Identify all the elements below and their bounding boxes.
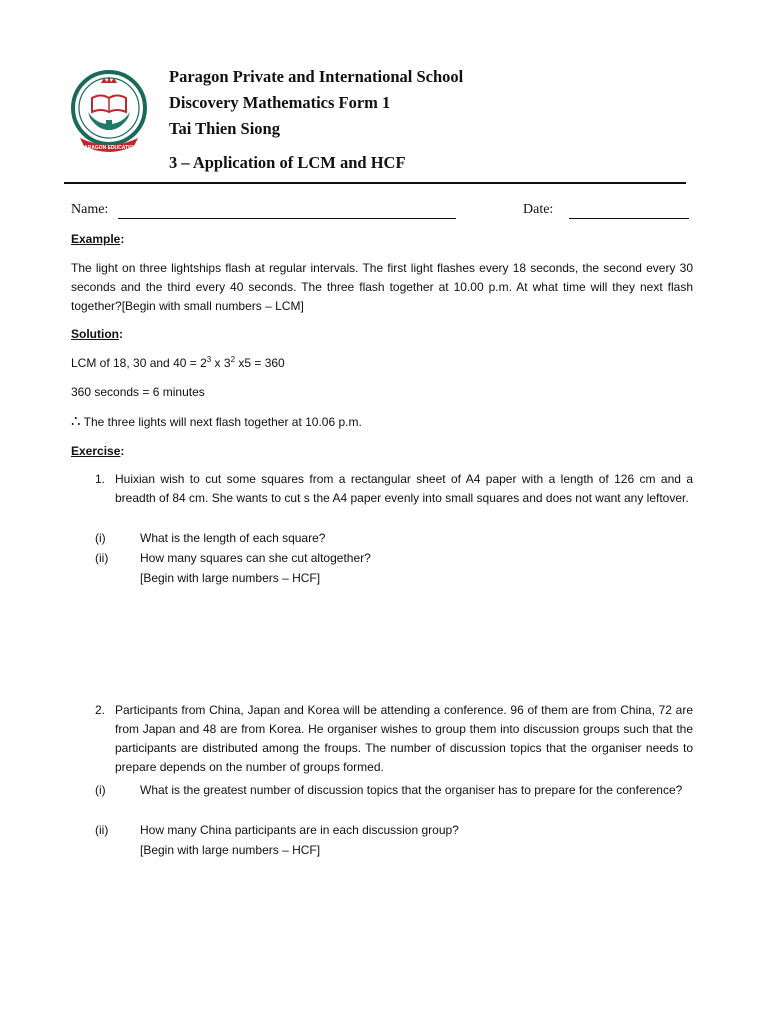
- example-heading: Example:: [71, 232, 125, 246]
- question-2-number: 2.: [95, 703, 106, 717]
- date-label: Date:: [523, 202, 554, 217]
- school-crest-icon: [73, 72, 145, 144]
- logo-banner-text: PARAGON EDUCATION: [81, 145, 137, 151]
- question-2-text: Participants from China, Japan and Korea will be attending a conference. 96 of them are from China, 72 are from Japan and 48 are from Korea. He organiser wishes to group them into discussion groups such that the participants are distributed among the froups. The number of discussion topics that the organiser needs to prepare depends on the number of groups formed.: [115, 703, 693, 774]
- school-name: Paragon Private and International School: [169, 67, 464, 86]
- seconds-line: 360 seconds = 6 minutes: [71, 385, 205, 399]
- question-1-text: Huixian wish to cut some squares from a rectangular sheet of A4 paper with a length of 126 cm and a breadth of 84 cm. She wants to cut s the A4 paper evenly into small squares and does not want any leftover.: [115, 472, 693, 505]
- conclusion-line: ∴ The three lights will next flash together at 10.06 p.m.: [71, 413, 362, 430]
- teacher-name: Tai Thien Siong: [169, 119, 280, 138]
- question-1-number: 1.: [95, 472, 106, 486]
- header-divider: [64, 182, 686, 184]
- lcm-line: LCM of 18, 30 and $40 = 2^3$ x $3^2$ x5 = 360: [71, 355, 285, 370]
- date-field[interactable]: [569, 218, 689, 219]
- document-header: [169, 66, 463, 178]
- subject-title: Discovery Mathematics Form 1: [169, 93, 391, 112]
- solution-heading: Solution:: [71, 327, 123, 341]
- example-text: The light on three lightships flash at regular intervals. The first light flashes every 18 seconds, the second every 30 seconds and the third every 40 seconds. The three flash together at 10.00 p.m. At what time will they next flash together?[Begin with small numbers – LCM]: [71, 261, 693, 313]
- name-label: Name:: [71, 202, 109, 217]
- topic-title: 3 – Application of LCM and HCF: [169, 153, 406, 172]
- exercise-heading: Exercise:: [71, 444, 125, 458]
- school-logo: [70, 68, 148, 156]
- therefore-icon: ∴: [71, 413, 81, 430]
- name-field[interactable]: [118, 218, 456, 219]
